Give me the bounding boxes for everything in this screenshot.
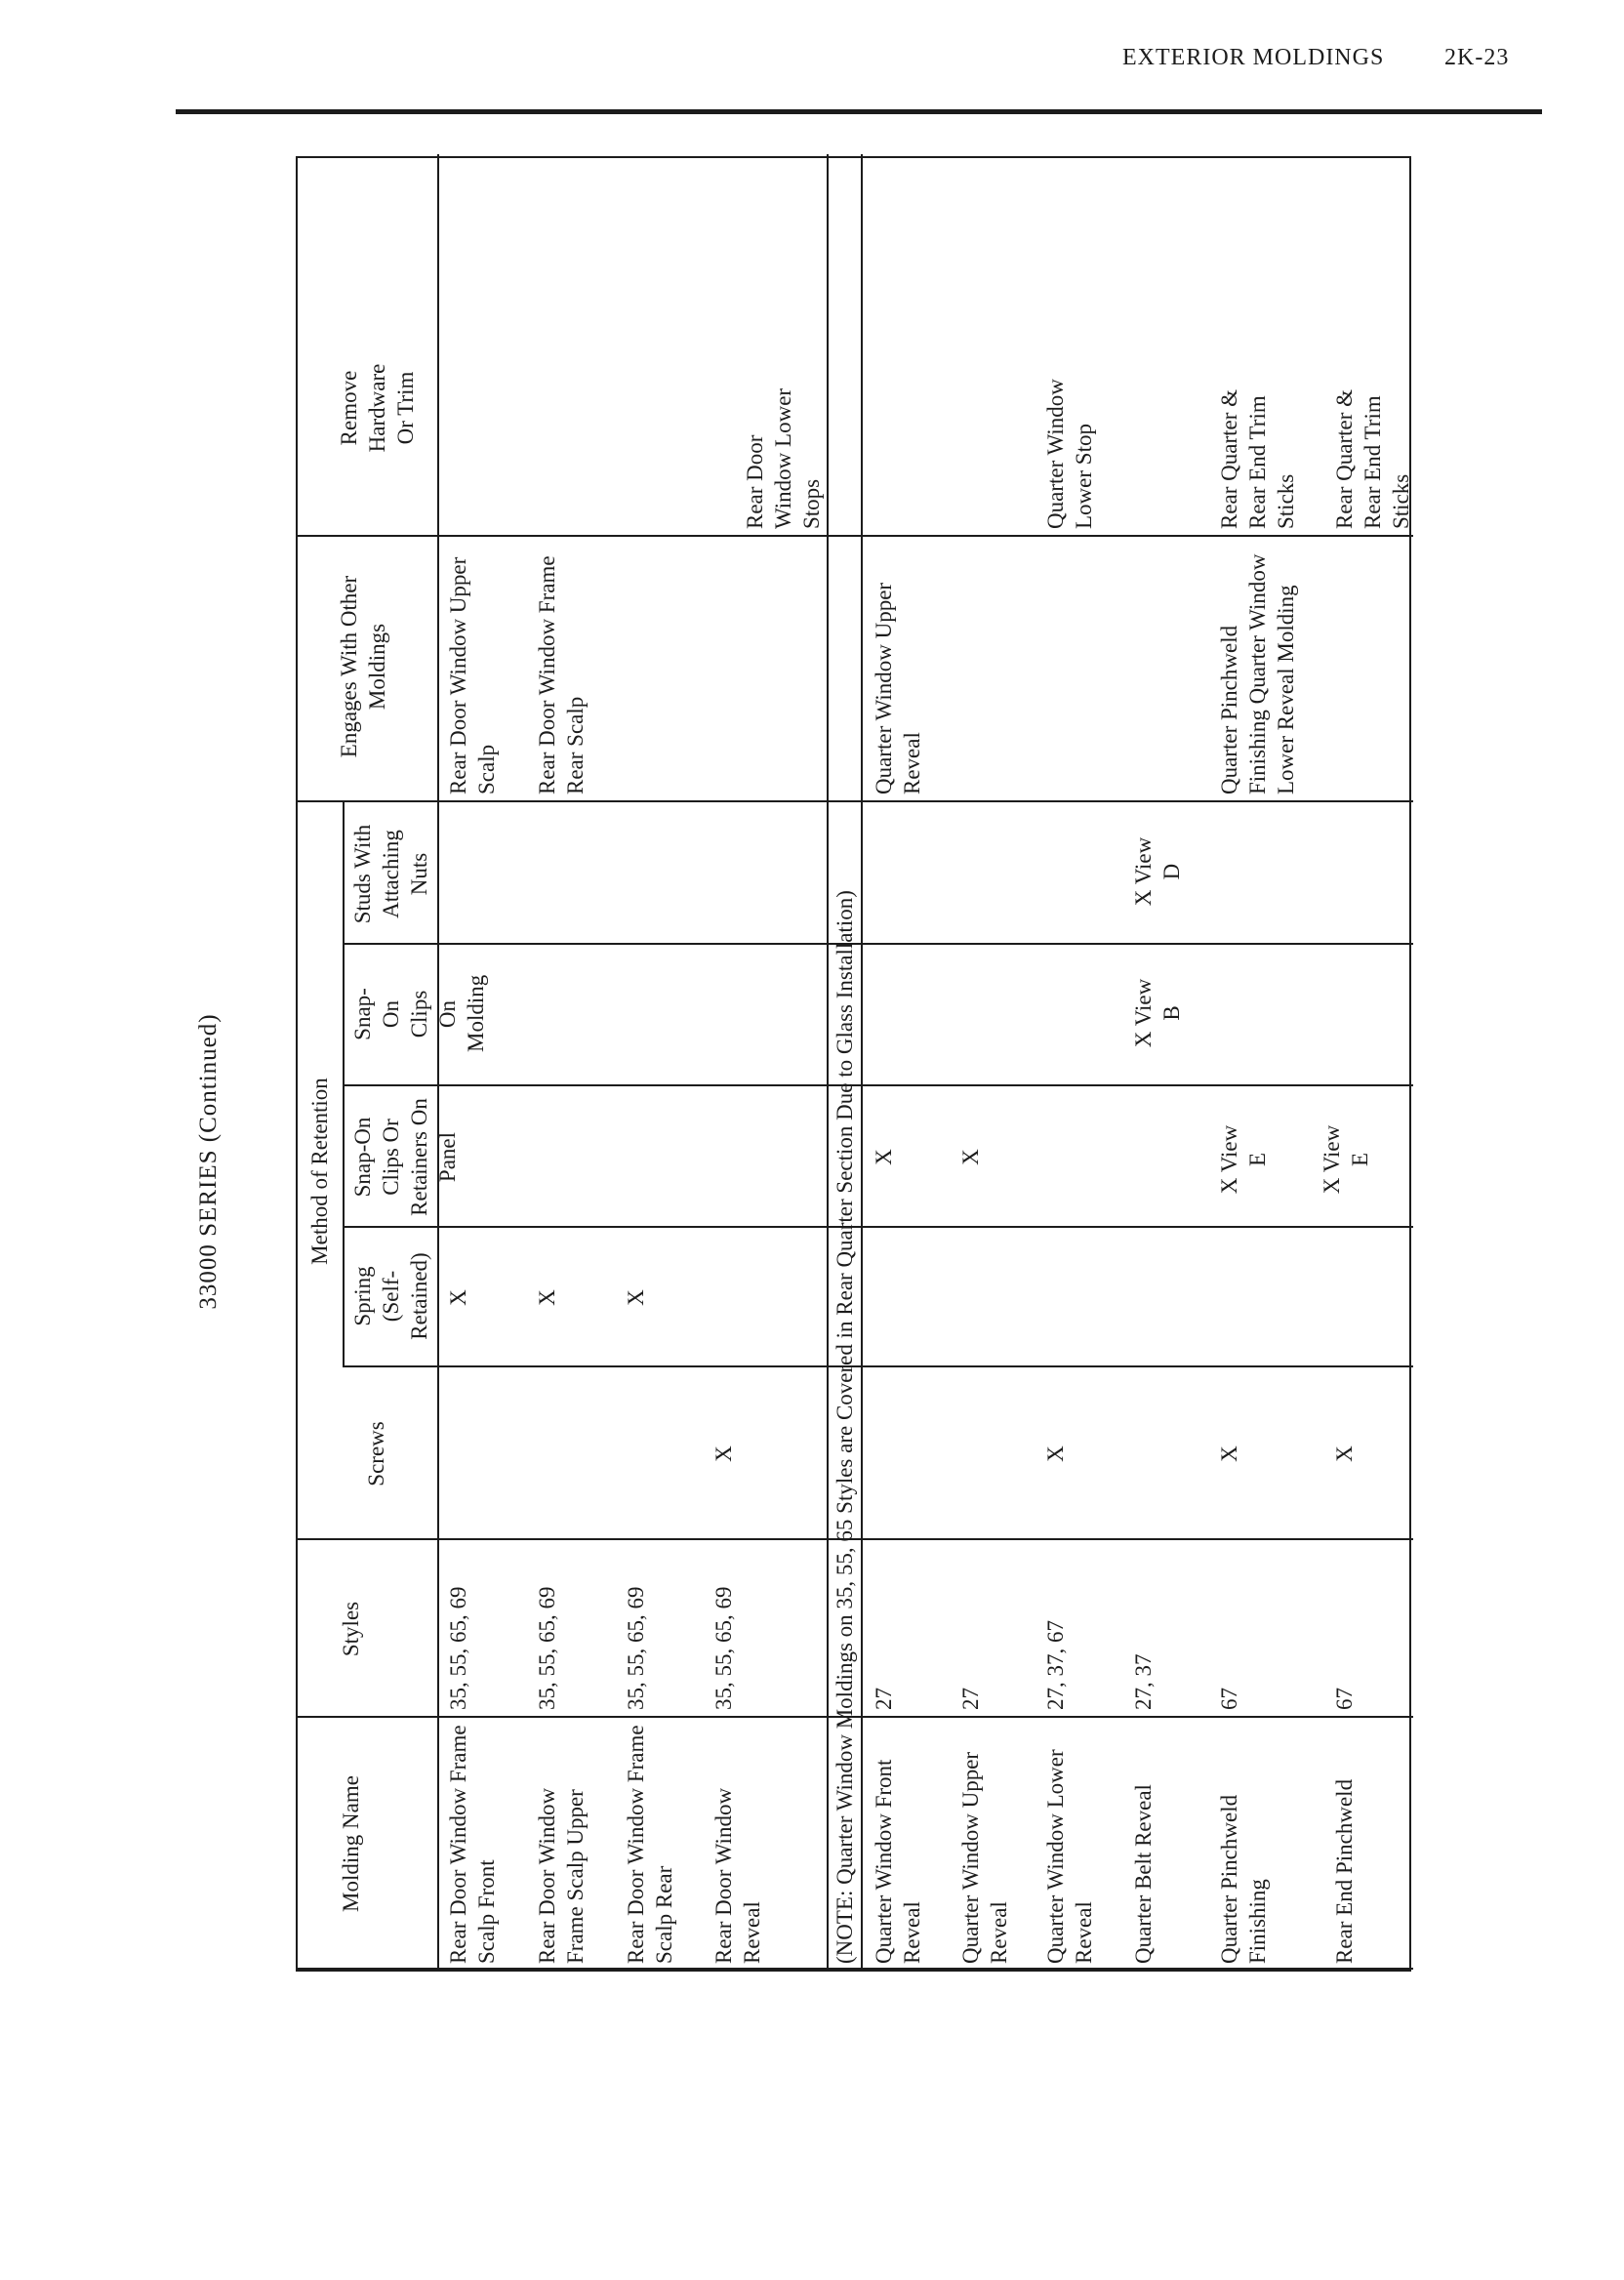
- table-row-molding-name: Rear Door Window Frame Scalp Upper: [535, 1787, 588, 1964]
- section-title: EXTERIOR MOLDINGS: [1122, 45, 1385, 70]
- header-snap-molding: Snap-On Clips On Molding: [350, 974, 488, 1052]
- table-row-styles: 27, 37, 67: [1043, 1620, 1068, 1710]
- note-divider-bottom: [861, 154, 863, 1970]
- table-row-styles: 35, 55, 65, 69: [711, 1586, 736, 1710]
- table-row-remove: Quarter Window Lower Stop: [1043, 379, 1096, 529]
- table-row-molding-name: Rear Door Window Frame Scalp Rear: [624, 1725, 676, 1964]
- table-row-engages: Rear Door Window Frame Rear Scalp: [535, 555, 588, 794]
- table-row-engages: Rear Door Window Upper Scalp: [446, 556, 499, 794]
- table-row-molding-name: Rear End Pinchweld: [1332, 1778, 1357, 1964]
- header-screws: Screws: [364, 1421, 388, 1486]
- header-remove: Remove Hardware Or Trim: [337, 363, 418, 453]
- header-spring: Spring (Self- Retained): [350, 1252, 431, 1340]
- table-row-remove: Rear Door Window Lower Stops: [743, 387, 824, 529]
- table-row-spring-mark: X: [624, 1289, 648, 1306]
- header-studs: Studs With Attaching Nuts: [350, 824, 431, 924]
- table-row-spring-mark: X: [535, 1289, 559, 1306]
- table-row-studs-mark: X View D: [1131, 836, 1184, 907]
- table-row-remove: Rear Quarter & Rear End Trim Sticks: [1217, 388, 1298, 529]
- table-row-styles: 67: [1332, 1688, 1357, 1710]
- table-row-styles: 35, 55, 65, 69: [624, 1586, 648, 1710]
- table-row-molding-name: Quarter Window Lower Reveal: [1043, 1749, 1096, 1964]
- note-divider-top: [827, 154, 829, 1970]
- table-row-styles: 35, 55, 65, 69: [535, 1586, 559, 1710]
- group-divider: [343, 802, 345, 1367]
- table-row-engages: Quarter Window Upper Reveal: [872, 582, 924, 794]
- table-row-screws-mark: X: [1217, 1445, 1241, 1462]
- table-row-screws-mark: X: [1043, 1445, 1068, 1462]
- page-number: 2K-23: [1444, 45, 1510, 70]
- table-border: [298, 1968, 1413, 1970]
- table-row-snap-panel-mark: X: [958, 1149, 983, 1165]
- table-row-molding-name: Rear Door Window Reveal: [711, 1787, 764, 1964]
- table-row-snap-panel-mark: X: [872, 1149, 896, 1165]
- table-row-molding-name: Quarter Window Front Reveal: [872, 1759, 924, 1964]
- header-styles: Styles: [339, 1601, 363, 1657]
- table-row-snap-molding-mark: X View B: [1131, 978, 1184, 1048]
- header-snap-panel: Snap-On Clips Or Retainers On Panel: [350, 1098, 460, 1216]
- table-row-styles: 27: [958, 1688, 983, 1710]
- table-row-screws-mark: X: [1332, 1445, 1357, 1462]
- table-row-snap-panel-mark: X View E: [1320, 1124, 1372, 1195]
- table-row-styles: 35, 55, 65, 69: [446, 1586, 470, 1710]
- table-row-spring-mark: X: [446, 1289, 470, 1306]
- header-rule: [176, 109, 1542, 114]
- header-divider: [437, 154, 439, 1970]
- header-method-of-retention: Method of Retention: [307, 1078, 332, 1265]
- table-row-snap-panel-mark: X View E: [1217, 1124, 1270, 1195]
- table-row-styles: 67: [1217, 1688, 1241, 1710]
- table-caption: 33000 SERIES (Continued): [195, 1013, 222, 1310]
- molding-table: [296, 156, 1411, 1972]
- table-note: (NOTE: Quarter Window Moldings on 35, 55, 65 Styles are Covered in Rear Quarter Section Due to Glass Installation): [832, 890, 857, 1964]
- table-row-styles: 27, 37: [1131, 1653, 1156, 1710]
- rotated-table-area: [156, 156, 1425, 2167]
- page-header: [1122, 45, 1532, 80]
- table-row-molding-name: Quarter Belt Reveal: [1131, 1784, 1156, 1964]
- table-row-screws-mark: X: [711, 1445, 736, 1462]
- header-engages: Engages With Other Moldings: [337, 575, 389, 758]
- column-divider: [343, 1365, 1413, 1367]
- table-row-engages: Quarter Pinchweld Finishing Quarter Window Lower Reveal Molding: [1217, 553, 1298, 794]
- table-row-molding-name: Quarter Pinchweld Finishing: [1217, 1794, 1270, 1964]
- table-row-molding-name: Rear Door Window Frame Scalp Front: [446, 1725, 499, 1964]
- table-row-styles: 27: [872, 1688, 896, 1710]
- table-row-remove: Rear Quarter & Rear End Trim Sticks: [1332, 388, 1413, 529]
- column-divider: [343, 943, 1413, 945]
- table-row-molding-name: Quarter Window Upper Reveal: [958, 1751, 1011, 1964]
- header-molding-name: Molding Name: [339, 1775, 363, 1912]
